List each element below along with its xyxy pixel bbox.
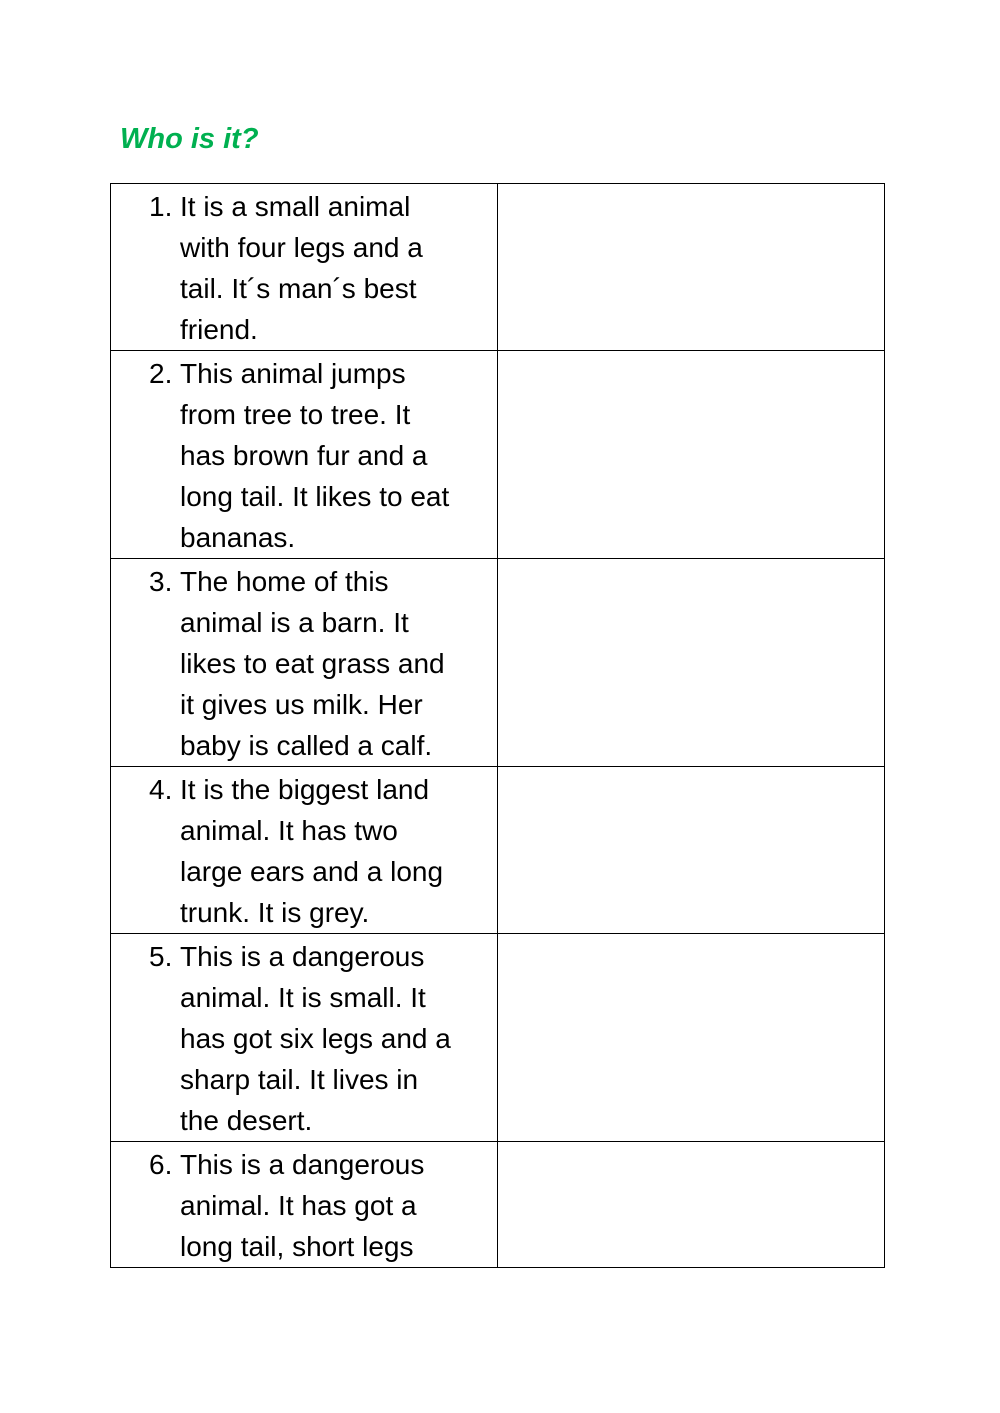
table-row [111, 767, 885, 934]
table-row [111, 559, 885, 767]
clue-cell [111, 184, 498, 351]
clue-number: 2. [149, 358, 173, 389]
clue-cell [111, 559, 498, 767]
answer-cell[interactable] [498, 351, 885, 559]
table-row [111, 351, 885, 559]
answer-cell[interactable] [498, 1142, 885, 1268]
clue-text: This is a dangerous animal. It is small. It has got six legs and a sharp tail. It lives in the desert. [180, 941, 451, 1136]
clue-text: The home of this animal is a barn. It likes to eat grass and it gives us milk. Her baby is called a calf. [180, 566, 445, 761]
clue-item [149, 936, 497, 1141]
clue-item [149, 769, 497, 933]
answer-cell[interactable] [498, 767, 885, 934]
clue-cell [111, 1142, 498, 1268]
clue-text: This is a dangerous animal. It has got a long tail, short legs [180, 1149, 425, 1262]
page-title: Who is it? [120, 123, 259, 155]
table-row [111, 184, 885, 351]
clue-number: 4. [149, 774, 173, 805]
clue-item [149, 561, 497, 766]
clue-cell [111, 767, 498, 934]
clue-number: 3. [149, 566, 173, 597]
answer-cell[interactable] [498, 934, 885, 1142]
riddle-table [110, 183, 885, 1268]
clue-number: 6. [149, 1149, 173, 1180]
clue-number: 1. [149, 191, 173, 222]
clue-item [149, 1144, 497, 1267]
answer-cell[interactable] [498, 184, 885, 351]
clue-item [149, 186, 497, 350]
table-row [111, 934, 885, 1142]
table-row [111, 1142, 885, 1268]
answer-cell[interactable] [498, 559, 885, 767]
clue-number: 5. [149, 941, 173, 972]
clue-item [149, 353, 497, 558]
clue-text: This animal jumps from tree to tree. It has brown fur and a long tail. It likes to eat bananas. [180, 358, 450, 553]
clue-text: It is a small animal with four legs and a tail. It´s man´s best friend. [180, 191, 423, 345]
clue-text: It is the biggest land animal. It has two large ears and a long trunk. It is grey. [180, 774, 444, 928]
clue-cell [111, 351, 498, 559]
clue-cell [111, 934, 498, 1142]
